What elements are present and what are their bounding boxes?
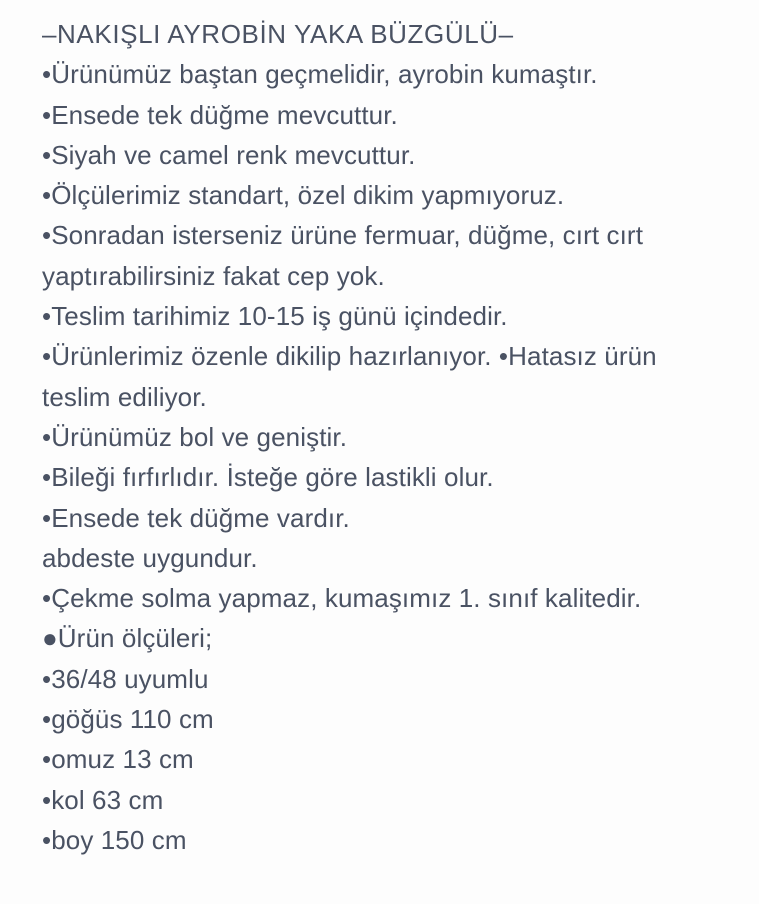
text-line: •Ölçülerimiz standart, özel dikim yapmıyoruz. <box>42 180 565 211</box>
text-line: •Çekme solma yapmaz, kumaşımız 1. sınıf kalitedir. <box>42 583 642 614</box>
measurement-sleeve: •kol 63 cm <box>42 784 164 815</box>
text-line: yaptırabilirsiniz fakat cep yok. <box>42 260 385 291</box>
text-line: teslim ediliyor. <box>42 381 207 412</box>
text-line: •Ensede tek düğme mevcuttur. <box>42 99 398 130</box>
text-line: •Siyah ve camel renk mevcuttur. <box>42 139 416 170</box>
product-measurements-heading: ●Ürün ölçüleri; <box>42 623 213 654</box>
text-line: •Bileği fırfırlıdır. İsteğe göre lastikli olur. <box>42 462 494 493</box>
text-line: •Sonradan isterseniz ürüne fermuar, düğme, cırt cırt <box>42 220 644 251</box>
measurement-shoulder: •omuz 13 cm <box>42 744 194 775</box>
text-line: •Teslim tarihimiz 10-15 iş günü içindedir. <box>42 301 508 332</box>
text-line: •Ürünlerimiz özenle dikilip hazırlanıyor. •Hatasız ürün <box>42 341 657 372</box>
text-line: •Ürünümüz baştan geçmelidir, ayrobin kumaştır. <box>42 59 598 90</box>
product-title: –NAKIŞLI AYROBİN YAKA BÜZGÜLÜ– <box>42 19 514 49</box>
text-line: abdeste uygundur. <box>42 542 258 573</box>
measurement-size-range: •36/48 uyumlu <box>42 663 209 694</box>
measurement-chest: •göğüs 110 cm <box>42 704 214 735</box>
text-line: •Ensede tek düğme vardır. <box>42 502 350 533</box>
measurement-length: •boy 150 cm <box>42 824 187 855</box>
text-line: •Ürünümüz bol ve geniştir. <box>42 421 348 452</box>
